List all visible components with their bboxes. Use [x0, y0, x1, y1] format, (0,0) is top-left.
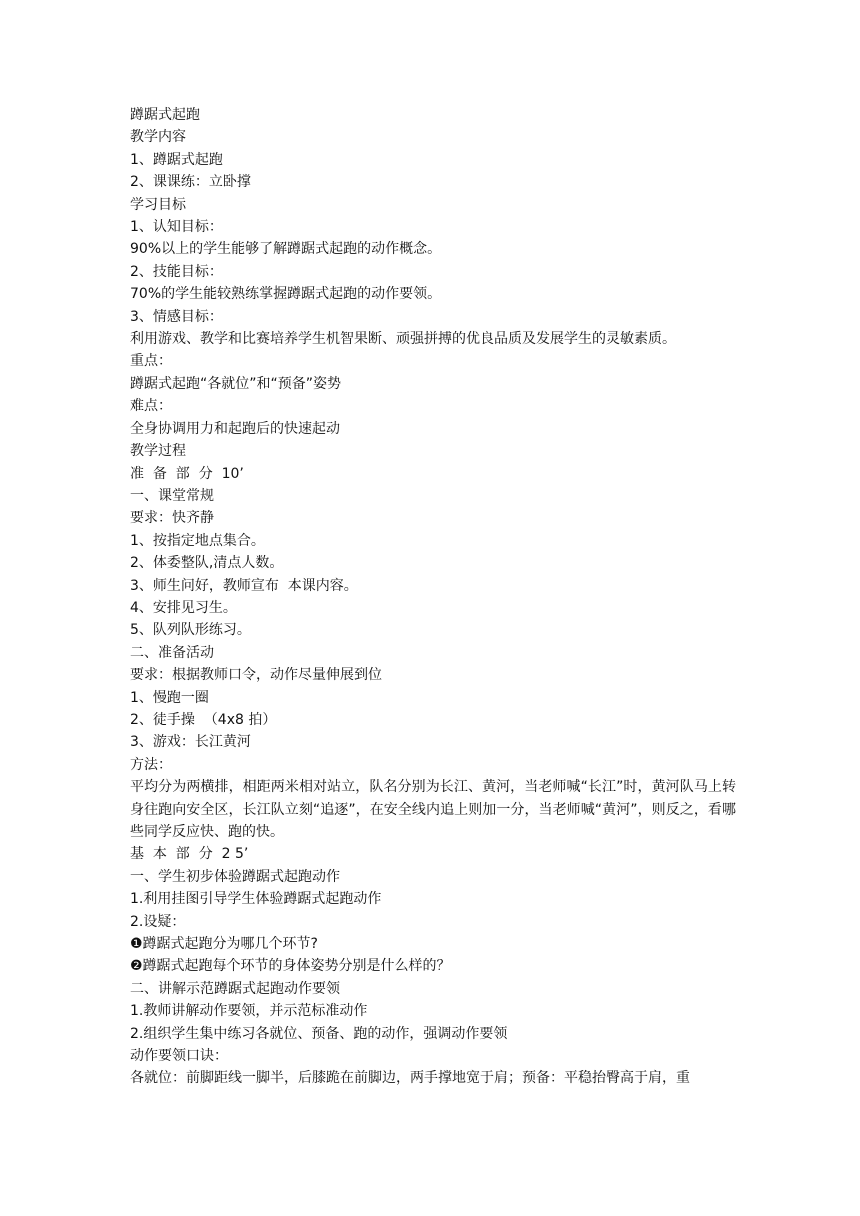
text-line: 2、技能目标：	[130, 263, 223, 280]
text-line: 2、徒手操 （4x8 拍）	[130, 711, 277, 728]
text-line: 2.组织学生集中练习各就位、预备、跑的动作，强调动作要领	[130, 1025, 508, 1042]
text-line: 3、情感目标：	[130, 308, 223, 325]
text-line: 2、体委整队,清点人数。	[130, 555, 284, 572]
text-line: 1、认知目标：	[130, 219, 223, 236]
text-line: ❶蹲踞式起跑分为哪几个环节?	[130, 936, 318, 953]
text-line: 1、蹲踞式起跑	[130, 151, 223, 168]
text-line: 4、安排见习生。	[130, 599, 237, 616]
text-line: 5、队列队形练习。	[130, 622, 251, 639]
section-heading: 教学过程	[130, 443, 186, 460]
text-line: 蹲踞式起跑“各就位”和“预备”姿势	[130, 375, 342, 392]
text-line: 2、课课练：立卧撑	[130, 174, 251, 191]
text-line: 动作要领口诀：	[130, 1048, 228, 1065]
text-line: 要求：快齐静	[130, 510, 214, 527]
text-line: 2.设疑：	[130, 913, 186, 930]
text-line: 利用游戏、教学和比赛培养学生机智果断、顽强拼搏的优良品质及发展学生的灵敏素质。	[130, 331, 676, 348]
text-line: 方法：	[130, 756, 172, 773]
section-heading: 准 备 部 分 10’	[130, 465, 244, 482]
text-line: 难点：	[130, 398, 172, 415]
text-line: 1.利用挂图引导学生体验蹲踞式起跑动作	[130, 891, 382, 908]
text-line: 1、按指定地点集合。	[130, 532, 265, 549]
text-line: ❷蹲踞式起跑每个环节的身体姿势分别是什么样的？	[130, 958, 451, 975]
text-line: 教学内容	[130, 129, 186, 146]
text-line: 3、师生问好，教师宣布 本课内容。	[130, 577, 358, 594]
text-line: 全身协调用力和起跑后的快速起动	[130, 420, 340, 437]
final-paragraph: 各就位：前脚距线一脚半，后膝跪在前脚边，两手撑地宽于肩；预备：平稳抬臀高于肩，重	[130, 1070, 690, 1087]
document-title: 蹲踞式起跑	[130, 107, 200, 123]
text-line: 一、课堂常规	[130, 487, 214, 504]
text-line: 二、讲解示范蹲踞式起跑动作要领	[130, 980, 340, 997]
section-heading: 基 本 部 分 2 5’	[130, 846, 249, 863]
text-line: 重点：	[130, 353, 172, 370]
text-line: 二、准备活动	[130, 644, 214, 661]
text-line: 3、游戏：长江黄河	[130, 734, 251, 751]
text-line: 一、学生初步体验蹲踞式起跑动作	[130, 868, 340, 885]
text-line: 学习目标	[130, 196, 186, 213]
document-page	[130, 104, 736, 1090]
text-line: 1.教师讲解动作要领，并示范标准动作	[130, 1003, 368, 1020]
text-line: 90%以上的学生能够了解蹲踞式起跑的动作概念。	[130, 241, 442, 258]
text-line: 1、慢跑一圈	[130, 689, 209, 706]
method-paragraph: 平均分为两横排，相距两米相对站立，队名分别为长江、黄河，当老师喊“长江”时，黄河队马上转身往跑向安全区，长江队立刻“追逐”，在安全线内追上则加一分，当老师喊“黄河”，则反之，看哪些同学反应快、跑的快。	[130, 779, 736, 840]
text-line: 要求：根据教师口令，动作尽量伸展到位	[130, 667, 382, 684]
text-line: 70%的学生能较熟练掌握蹲踞式起跑的动作要领。	[130, 286, 442, 303]
